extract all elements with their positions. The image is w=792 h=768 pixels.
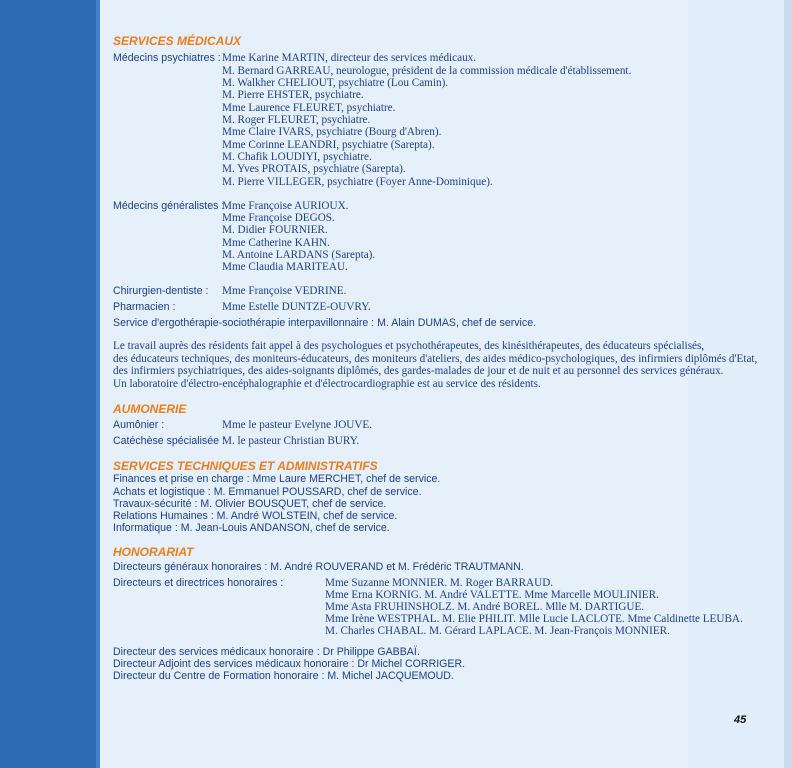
paragraph-line: des éducateurs techniques, des moniteurs-éducateurs, des moniteurs d'ateliers, des aides médico-psychologiques, des infirmiers diplômés d'Etat,	[113, 353, 758, 365]
page-edge	[784, 0, 792, 768]
psychiatre-entry: Mme Corinne LEANDRI, psychiatre (Sarepta).	[222, 139, 435, 151]
label-aumonier: Aumônier :	[113, 419, 165, 431]
paragraph-line: des infirmiers psychiatriques, des aides-soignants diplômés, des gardes-malades de jour et de nuit et au personnel des services généraux.	[113, 365, 724, 377]
generaliste-entry: Mme Catherine KAHN.	[222, 237, 330, 249]
directeur-honoraire-line: Mme Asta FRUHINSHOLZ. M. André BOREL. Mlle M. DARTIGUE.	[325, 601, 645, 613]
directeur-honoraire-line: M. Charles CHABAL. M. Gérard LAPLACE. M. Jean-François MONNIER.	[325, 625, 670, 637]
heading-honorariat: HONORARIAT	[113, 545, 194, 559]
psychiatre-entry: Mme Claire IVARS, psychiatre (Bourg d'Abren).	[222, 126, 442, 138]
psychiatre-entry: M. Roger FLEURET, psychiatre.	[222, 114, 371, 126]
technique-line: Achats et logistique : M. Emmanuel POUSSARD, chef de service.	[113, 486, 422, 498]
psychiatre-entry: Mme Karine MARTIN, directeur des services médicaux.	[222, 52, 477, 64]
technique-line: Finances et prise en charge : Mme Laure MERCHET, chef de service.	[113, 473, 441, 485]
page-number: 45	[734, 714, 747, 726]
directeur-honoraire-line: Mme Erna KORNIG. M. André VALETTE. Mme Marcelle MOULINIER.	[325, 589, 659, 601]
psychiatre-entry: Mme Laurence FLEURET, psychiatre.	[222, 102, 396, 114]
heading-aumonerie: AUMONERIE	[113, 402, 187, 416]
directeur-honoraire-line: Mme Suzanne MONNIER. M. Roger BARRAUD.	[325, 577, 554, 589]
honoraire-final-line: Directeur du Centre de Formation honoraire : M. Michel JACQUEMOUD.	[113, 670, 454, 682]
label-directeurs-honoraires: Directeurs et directrices honoraires :	[113, 577, 284, 589]
aumonier-entry: Mme le pasteur Evelyne JOUVE.	[222, 419, 373, 431]
psychiatre-entry: M. Pierre EHSTER, psychiatre.	[222, 89, 364, 101]
generaliste-entry: Mme Françoise DEGOS.	[222, 212, 335, 224]
technique-line: Travaux-sécurité : M. Olivier BOUSQUET, chef de service.	[113, 498, 387, 510]
generaliste-entry: M. Didier FOURNIER.	[222, 224, 328, 236]
ergotherapie-line: Service d'ergothérapie-sociothérapie interpavillonnaire : M. Alain DUMAS, chef de service.	[113, 317, 537, 329]
psychiatre-entry: M. Walkher CHELIOUT, psychiatre (Lou Camin).	[222, 77, 449, 89]
generaliste-entry: M. Antoine LARDANS (Sarepta).	[222, 249, 376, 261]
directeurs-generaux-line: Directeurs généraux honoraires : M. André ROUVERAND et M. Frédéric TRAUTMANN.	[113, 561, 524, 573]
label-dentiste: Chirurgien-dentiste :	[113, 285, 209, 297]
honoraire-final-line: Directeur Adjoint des services médicaux honoraire : Dr Michel CORRIGER.	[113, 658, 466, 670]
label-catechese: Catéchèse spécialisée :	[113, 435, 225, 447]
label-generalistes: Médecins généralistes :	[113, 200, 225, 212]
technique-line: Relations Humaines : M. André WOLSTEIN, chef de service.	[113, 510, 398, 522]
paragraph-line: Le travail auprès des résidents fait appel à des psychologues et psychothérapeutes, des kinésithérapeutes, des éducateurs spécialisés,	[113, 340, 705, 352]
catechese-entry: M. le pasteur Christian BURY.	[222, 435, 360, 447]
right-margin-background	[688, 0, 784, 768]
psychiatre-entry: M. Pierre VILLEGER, psychiatre (Foyer Anne-Dominique).	[222, 176, 493, 188]
technique-line: Informatique : M. Jean-Louis ANDANSON, chef de service.	[113, 522, 390, 534]
generaliste-entry: Mme Françoise AURIOUX.	[222, 200, 349, 212]
label-pharmacien: Pharmacien :	[113, 301, 176, 313]
label-psychiatres: Médecins psychiatres :	[113, 52, 221, 64]
pharmacien-entry: Mme Estelle DUNTZE-OUVRY.	[222, 301, 371, 313]
dentiste-entry: Mme Françoise VEDRINE.	[222, 285, 347, 297]
paragraph-line: Un laboratoire d'électro-encéphalographie et d'électrocardiographie est au service des résidents.	[113, 378, 541, 390]
heading-services-techniques: SERVICES TECHNIQUES ET ADMINISTRATIFS	[113, 459, 378, 473]
honoraire-final-line: Directeur des services médicaux honoraire : Dr Philippe GABBAÏ.	[113, 646, 420, 658]
psychiatre-entry: M. Yves PROTAIS, psychiatre (Sarepta).	[222, 163, 406, 175]
directeur-honoraire-line: Mme Irène WESTPHAL. M. Elie PHILIT. Mlle Lucie LACLOTE. Mme Caldinette LEUBA.	[325, 613, 743, 625]
generaliste-entry: Mme Claudia MARITEAU.	[222, 261, 348, 273]
psychiatre-entry: M. Bernard GARREAU, neurologue, président de la commission médicale d'établissement.	[222, 65, 632, 77]
psychiatre-entry: M. Chafik LOUDIYI, psychiatre.	[222, 151, 372, 163]
left-blue-band	[0, 0, 96, 768]
heading-services-medicaux: SERVICES MÉDICAUX	[113, 34, 242, 48]
